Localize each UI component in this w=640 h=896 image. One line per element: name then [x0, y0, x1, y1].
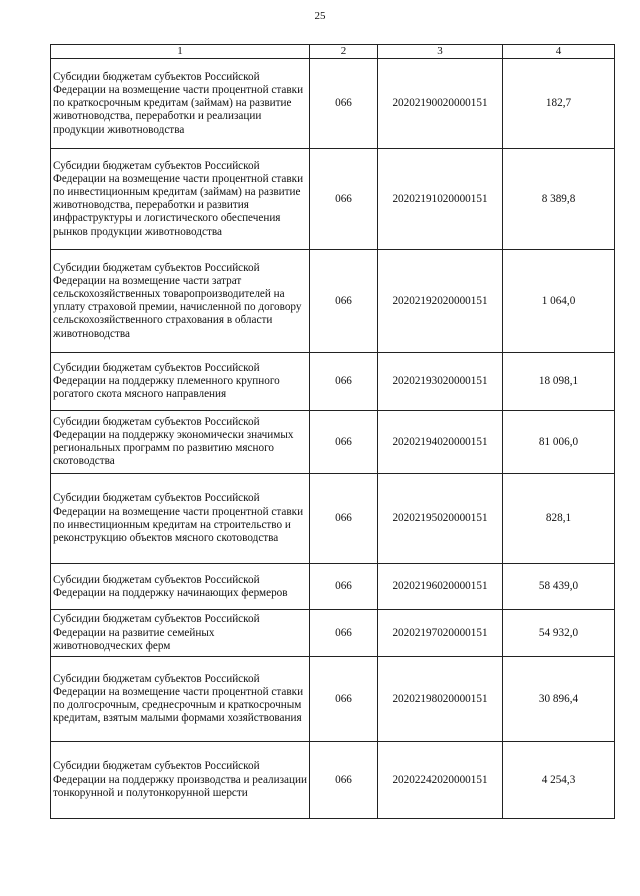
row-code: 066 — [310, 610, 378, 657]
column-header-4: 4 — [503, 45, 615, 59]
row-code: 066 — [310, 59, 378, 149]
column-header-1: 1 — [51, 45, 310, 59]
table-row — [51, 411, 615, 474]
row-kbk: 20202194020000151 — [378, 411, 503, 474]
row-kbk: 20202190020000151 — [378, 59, 503, 149]
row-code: 066 — [310, 657, 378, 742]
row-code: 066 — [310, 411, 378, 474]
row-amount: 828,1 — [503, 474, 615, 564]
row-description: Субсидии бюджетам субъектов Российской Федерации на возмещение части затрат сельскохозяйственных товаропроизводителей на уплату страховой премии, начисленной по договору сельскохозяйственного страхования в области животноводства — [51, 250, 310, 353]
row-description: Субсидии бюджетам субъектов Российской Федерации на поддержку экономически значимых региональных программ по развитию мясного скотоводства — [51, 411, 310, 474]
row-description: Субсидии бюджетам субъектов Российской Федерации на возмещение части процентной ставки по инвестиционным кредитам на строительство и реконструкцию объектов мясного скотоводства — [51, 474, 310, 564]
row-description: Субсидии бюджетам субъектов Российской Федерации на поддержку производства и реализации тонкорунной и полутонкорунной шерсти — [51, 742, 310, 819]
row-description: Субсидии бюджетам субъектов Российской Федерации на развитие семейных животноводческих ферм — [51, 610, 310, 657]
row-amount: 182,7 — [503, 59, 615, 149]
row-amount: 8 389,8 — [503, 149, 615, 250]
row-kbk: 20202193020000151 — [378, 353, 503, 411]
row-amount: 30 896,4 — [503, 657, 615, 742]
table-row — [51, 742, 615, 819]
row-kbk: 20202192020000151 — [378, 250, 503, 353]
table-row — [51, 474, 615, 564]
table-row — [51, 657, 615, 742]
table-row — [51, 353, 615, 411]
row-kbk: 20202191020000151 — [378, 149, 503, 250]
row-amount: 58 439,0 — [503, 564, 615, 610]
row-kbk: 20202196020000151 — [378, 564, 503, 610]
row-kbk: 20202198020000151 — [378, 657, 503, 742]
row-code: 066 — [310, 353, 378, 411]
column-header-2: 2 — [310, 45, 378, 59]
table-row — [51, 564, 615, 610]
table-row — [51, 250, 615, 353]
table-row — [51, 149, 615, 250]
row-description: Субсидии бюджетам субъектов Российской Федерации на поддержку племенного крупного рогатого скота мясного направления — [51, 353, 310, 411]
row-code: 066 — [310, 742, 378, 819]
row-description: Субсидии бюджетам субъектов Российской Федерации на возмещение части процентной ставки по краткосрочным кредитам (займам) на развитие животноводства, переработки и реализации продукции животноводства — [51, 59, 310, 149]
row-kbk: 20202195020000151 — [378, 474, 503, 564]
row-code: 066 — [310, 149, 378, 250]
row-code: 066 — [310, 474, 378, 564]
row-amount: 4 254,3 — [503, 742, 615, 819]
row-code: 066 — [310, 564, 378, 610]
row-code: 066 — [310, 250, 378, 353]
row-description: Субсидии бюджетам субъектов Российской Федерации на поддержку начинающих фермеров — [51, 564, 310, 610]
row-kbk: 20202242020000151 — [378, 742, 503, 819]
column-header-3: 3 — [378, 45, 503, 59]
page-number: 25 — [314, 10, 326, 22]
header-row — [51, 45, 615, 59]
row-amount: 1 064,0 — [503, 250, 615, 353]
table-row — [51, 610, 615, 657]
row-description: Субсидии бюджетам субъектов Российской Федерации на возмещение части процентной ставки по долгосрочным, среднесрочным и краткосрочным кредитам, взятым малыми формами хозяйствования — [51, 657, 310, 742]
row-amount: 54 932,0 — [503, 610, 615, 657]
table-row — [51, 59, 615, 149]
row-kbk: 20202197020000151 — [378, 610, 503, 657]
row-amount: 81 006,0 — [503, 411, 615, 474]
subsidies-table — [50, 44, 615, 819]
row-description: Субсидии бюджетам субъектов Российской Федерации на возмещение части процентной ставки по инвестиционным кредитам (займам) на развитие животноводства, переработки и развития инфраструктуры и логистического обеспечения рынков продукции животноводства — [51, 149, 310, 250]
row-amount: 18 098,1 — [503, 353, 615, 411]
